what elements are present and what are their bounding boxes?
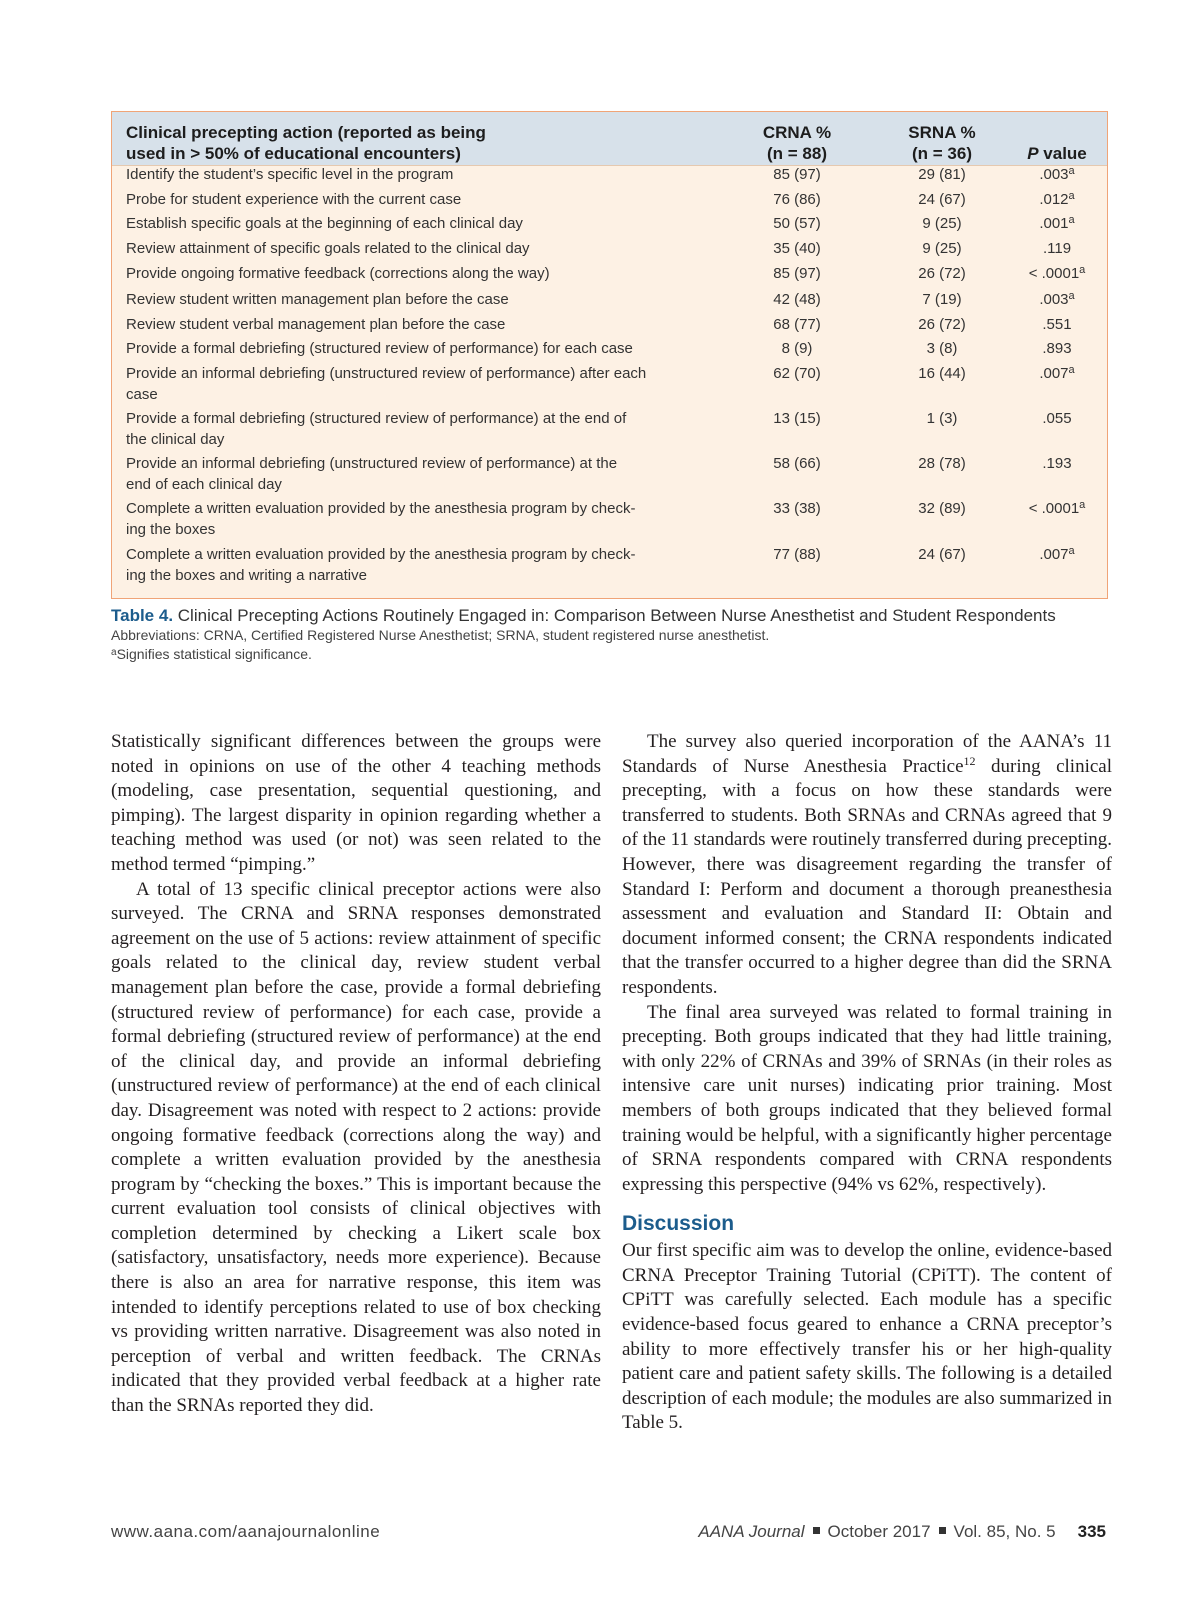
square-bullet-icon — [813, 1527, 820, 1534]
row-crna: 42 (48) — [773, 291, 821, 308]
row-action: Provide an informal debriefing (unstructured review of performance) after each case — [126, 365, 647, 403]
row-srna: 28 (78) — [918, 455, 966, 472]
row-crna: 68 (77) — [773, 316, 821, 333]
row-p-value: .001$^a$ — [1039, 214, 1075, 232]
row-srna: 16 (44) — [918, 365, 966, 382]
row-srna: 7 (19) — [922, 291, 962, 308]
row-p-value: .193 — [1042, 455, 1072, 472]
row-action: Provide ongoing formative feedback (corrections along the way) — [126, 265, 550, 282]
left-column — [111, 730, 601, 1419]
paragraph: Our first specific aim was to develop the online, evidence-based CRNA Preceptor Training Tutorial (CPiTT). The content of CPiTT was carefully selected. Each module has a specific evidence-based focus geared to enhance a CRNA preceptor’s ability to more effectively transfer his or her high-quality patient care and patient safety skills. The following is a detailed description of each module; the modules are also summarized in Table 5. — [622, 1240, 1112, 1434]
section-heading-discussion: Discussion — [622, 1212, 735, 1236]
row-crna: 8 (9) — [781, 340, 813, 357]
row-p-value: < .0001$^a$ — [1028, 264, 1086, 282]
header-p-value: P value — [1027, 144, 1087, 163]
row-p-value: .007$^a$ — [1039, 545, 1075, 563]
caption-footnote: $^a$Signifies statistical significance. — [111, 646, 312, 662]
table-caption — [111, 605, 1071, 664]
row-crna: 85 (97) — [773, 166, 821, 183]
page-footer — [111, 1522, 1106, 1546]
paragraph: Statistically significant differences between the groups were noted in opinions on use of the other 4 teaching methods (modeling, case presentation, sequential questioning, and pimping). The largest disparity in opinion regarding whether a teaching method was used (or not) was seen related to the method termed “pimping.” — [111, 731, 601, 875]
row-srna: 3 (8) — [926, 340, 958, 357]
row-action: Review attainment of specific goals related to the clinical day — [126, 240, 530, 257]
row-action: Probe for student experience with the current case — [126, 191, 462, 208]
row-p-value: .007$^a$ — [1039, 364, 1075, 382]
row-action: Review student verbal management plan before the case — [126, 316, 506, 333]
table-header-row — [112, 112, 1107, 166]
footer-url-link[interactable]: www.aana.com/aanajournalonline — [111, 1522, 381, 1541]
caption-abbreviations: Abbreviations: CRNA, Certified Registered Nurse Anesthetist; SRNA, student registered nurse anesthetist. — [111, 627, 770, 643]
row-p-value: .893 — [1042, 340, 1072, 357]
row-action: Complete a written evaluation provided by the anesthesia program by check- ing the boxes and writing a narrative — [126, 546, 636, 584]
row-srna: 26 (72) — [918, 265, 966, 282]
row-action: Complete a written evaluation provided by the anesthesia program by check- ing the boxes — [126, 500, 636, 538]
row-crna: 77 (88) — [773, 546, 821, 563]
table-4 — [111, 111, 1108, 599]
row-crna: 76 (86) — [773, 191, 821, 208]
row-p-value: .012$^a$ — [1039, 190, 1075, 208]
row-action: Provide an informal debriefing (unstructured review of performance) at the end of each clinical day — [126, 455, 618, 493]
footer-journal-info: AANA Journal October 2017 Vol. 85, No. 5 335 — [698, 1522, 1106, 1541]
caption-label: Table 4. — [111, 606, 174, 625]
row-p-value: .551 — [1042, 316, 1072, 333]
row-crna: 13 (15) — [773, 410, 821, 427]
row-crna: 62 (70) — [773, 365, 821, 382]
row-action: Provide a formal debriefing (structured review of performance) at the end of the clinical day — [126, 410, 627, 448]
citation-ref[interactable]: 12 — [963, 753, 976, 768]
paragraph: The survey also queried incorporation of the AANA’s 11 Standards of Nurse Anesthesia Practice$^{12}$ during clinical precepting, with a focus on how these standards were transferred to students. Both SRNAs and CRNAs agreed that 9 of the 11 standards were routinely transferred during precepting. However, there was disagreement regarding the transfer of Standard I: Perform and document a thorough preanesthesia assessment and evaluation and Standard II: Obtain and document informed consent; the CRNA respondents indicated that the transfer occurred to a higher degree than did the SRNA respondents. — [622, 731, 1112, 998]
right-column — [622, 730, 1112, 1436]
page-number: 335 — [1077, 1522, 1106, 1541]
header-srna: SRNA % (n = 36) — [908, 123, 976, 163]
header-crna: CRNA % (n = 88) — [762, 123, 832, 163]
row-p-value: .003$^a$ — [1039, 290, 1075, 308]
row-action: Identify the student’s specific level in the program — [126, 166, 454, 183]
row-srna: 24 (67) — [918, 191, 966, 208]
paragraph: The final area surveyed was related to formal training in precepting. Both groups indicated that they had little training, with only 22% of CRNAs and 39% of SRNAs (in their roles as intensive care unit nurses) indicating prior training. Most members of both groups indicated that they believed formal training would be helpful, with a significantly higher percentage of SRNA respondents compared with CRNA respondents expressing this perspective (94% vs 62%, respectively). — [622, 1001, 1112, 1195]
row-srna: 9 (25) — [922, 240, 962, 257]
row-p-value: .055 — [1042, 410, 1072, 427]
row-srna: 32 (89) — [918, 500, 966, 517]
row-action: Review student written management plan before the case — [126, 291, 509, 308]
row-srna: 26 (72) — [918, 316, 966, 333]
row-crna: 35 (40) — [773, 240, 821, 257]
row-action: Provide a formal debriefing (structured review of performance) for each case — [126, 340, 633, 357]
row-crna: 50 (57) — [773, 215, 821, 232]
row-crna: 58 (66) — [773, 455, 821, 472]
row-p-value: .119 — [1042, 240, 1072, 257]
row-crna: 33 (38) — [773, 500, 821, 517]
row-srna: 29 (81) — [918, 166, 966, 183]
paragraph: A total of 13 specific clinical preceptor actions were also surveyed. The CRNA and SRNA responses demonstrated agreement on the use of 5 actions: review attainment of specific goals related to the clinical day, review student verbal management plan before the case, provide a formal debriefing (structured review of performance) for each case, provide a formal debriefing (structured review of performance) at the end of the clinical day, and provide an informal debriefing (unstructured review of performance) at the end of each clinical day. Disagreement was noted with respect to 2 actions: provide ongoing formative feedback (corrections along the way) and complete a written evaluation provided by the anesthesia program by “checking the boxes.” This is important because the current evaluation tool consists of clinical objectives with completion determined by checking a Likert scale box (satisfactory, unsatisfactory, needs more experience). Because there is also an area for narrative response, this item was intended to identify perceptions related to use of box checking vs providing written narrative. Disagreement was also noted in perception of verbal and written feedback. The CRNAs indicated that they provided verbal feedback at a higher rate than the SRNAs reported they did. — [111, 878, 601, 1417]
row-srna: 24 (67) — [918, 546, 966, 563]
row-p-value: < .0001$^a$ — [1028, 499, 1086, 517]
row-action: Establish specific goals at the beginning of each clinical day — [126, 215, 523, 232]
row-crna: 85 (97) — [773, 265, 821, 282]
caption-title: Table 4. Clinical Precepting Actions Routinely Engaged in: Comparison Between Nurse Anesthetist and Student Respondents — [111, 606, 1056, 625]
row-srna: 9 (25) — [922, 215, 962, 232]
row-srna: 1 (3) — [926, 410, 958, 427]
header-action: Clinical precepting action (reported as being used in > 50% of educational encounters) — [126, 123, 486, 163]
square-bullet-icon — [939, 1527, 946, 1534]
row-p-value: .003$^a$ — [1039, 165, 1075, 183]
